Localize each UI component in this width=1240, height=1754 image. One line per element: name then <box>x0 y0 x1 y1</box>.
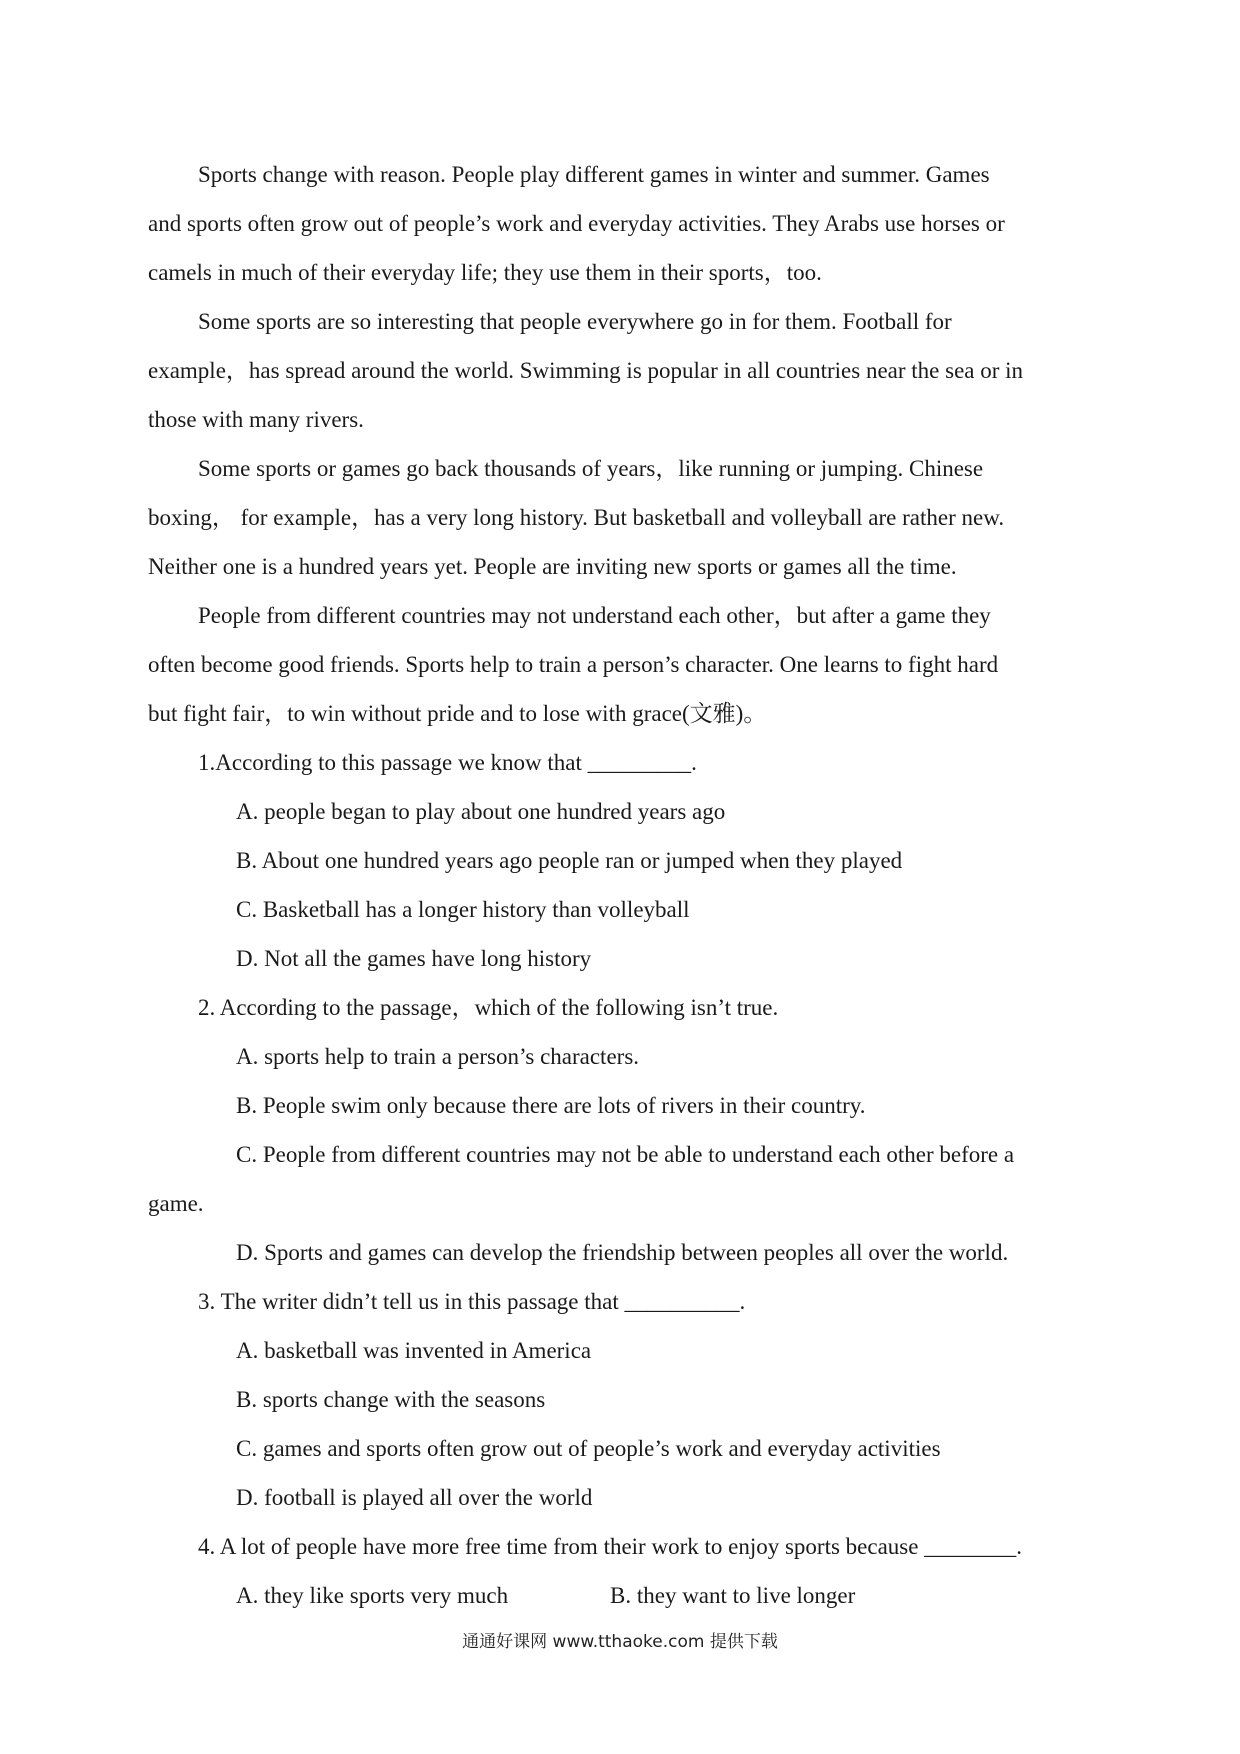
question-1-option-b: B. About one hundred years ago people ran or jumped when they played <box>236 848 903 873</box>
question-2-stem: 2. According to the passage，which of the following isn’t true. <box>198 995 779 1020</box>
passage-p3-line-3: Neither one is a hundred years yet. People are inviting new sports or games all the time. <box>148 554 957 579</box>
question-4-stem: 4. A lot of people have more free time from their work to enjoy sports because ________. <box>198 1534 1022 1559</box>
question-2-option-c-line-1: C. People from different countries may not be able to understand each other before a <box>236 1142 1015 1167</box>
passage-p4-line-3: but fight fair，to win without pride and to lose with grace(文雅)。 <box>148 701 767 726</box>
passage-p2-line-3: those with many rivers. <box>148 407 364 432</box>
passage-p2-line-2: example，has spread around the world. Swimming is popular in all countries near the sea or in <box>148 358 1024 383</box>
question-3-option-b: B. sports change with the seasons <box>236 1387 546 1412</box>
question-1-option-c: C. Basketball has a longer history than volleyball <box>236 897 690 922</box>
question-2-option-c-line-2: game. <box>148 1191 204 1216</box>
question-1-stem: 1.According to this passage we know that _________. <box>198 750 697 775</box>
question-2-option-d: D. Sports and games can develop the friendship between peoples all over the world. <box>236 1240 1009 1265</box>
page-footer: 通通好课网 www.tthaoke.com 提供下载 <box>462 1632 778 1652</box>
question-1-option-a: A. people began to play about one hundred years ago <box>236 799 726 824</box>
question-3-stem: 3. The writer didn’t tell us in this passage that __________. <box>198 1289 746 1314</box>
passage-p1-line-1: Sports change with reason. People play different games in winter and summer. Games <box>198 162 990 187</box>
passage-p3-line-2: boxing， for example，has a very long history. But basketball and volleyball are rather new. <box>148 505 1005 530</box>
passage-p4-line-2: often become good friends. Sports help to train a person’s character. One learns to fight hard <box>148 652 999 677</box>
question-3-option-c: C. games and sports often grow out of people’s work and everyday activities <box>236 1436 941 1461</box>
question-4-option-a: A. they like sports very much <box>236 1583 509 1608</box>
question-4-option-b: B. they want to live longer <box>610 1583 856 1608</box>
passage-p2-line-1: Some sports are so interesting that people everywhere go in for them. Football for <box>198 309 952 334</box>
passage-p1-line-3: camels in much of their everyday life; they use them in their sports，too. <box>148 260 822 285</box>
question-1-option-d: D. Not all the games have long history <box>236 946 592 971</box>
passage-p4-line-1: People from different countries may not understand each other，but after a game they <box>198 603 991 628</box>
question-2-option-a: A. sports help to train a person’s characters. <box>236 1044 640 1069</box>
question-3-option-a: A. basketball was invented in America <box>236 1338 592 1363</box>
question-2-option-b: B. People swim only because there are lots of rivers in their country. <box>236 1093 866 1118</box>
question-3-option-d: D. football is played all over the world <box>236 1485 593 1510</box>
passage-p3-line-1: Some sports or games go back thousands of years，like running or jumping. Chinese <box>198 456 984 481</box>
passage-p1-line-2: and sports often grow out of people’s work and everyday activities. They Arabs use horses or <box>148 211 1005 236</box>
